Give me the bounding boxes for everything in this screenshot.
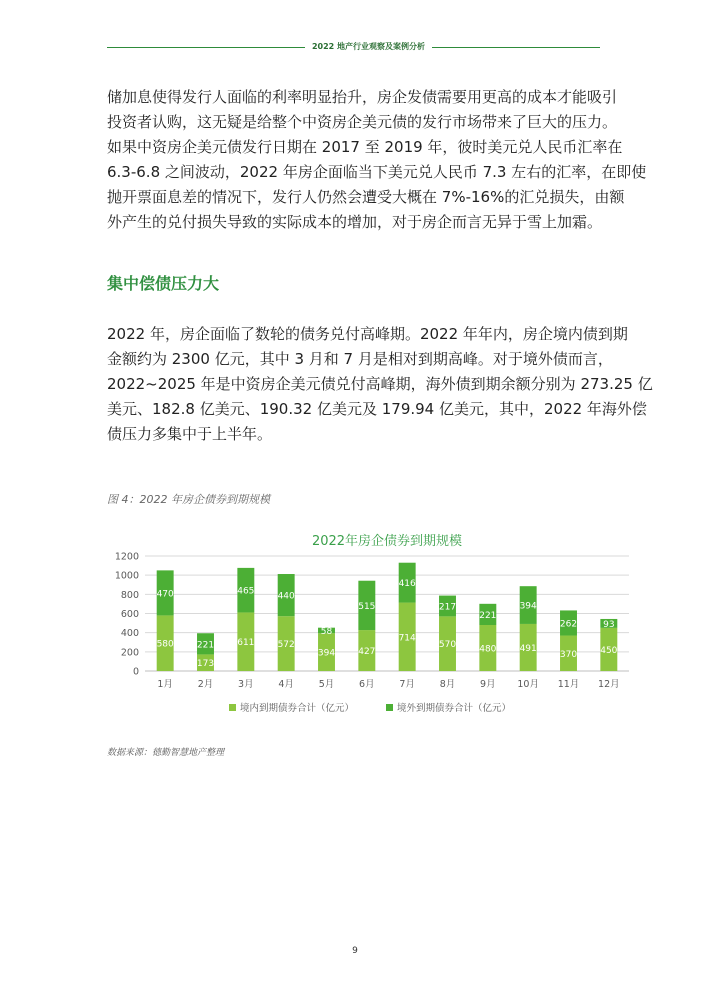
paragraph-line: 如果中资房企美元债发行日期在 2017 至 2019 年，彼时美元兑人民币汇率在: [107, 138, 623, 156]
x-tick-label: 5月: [318, 679, 335, 690]
data-label: 714: [398, 633, 416, 644]
chart-title: 2022年房企债券到期规模: [311, 534, 463, 549]
legend-label: 境外到期债券合计（亿元）: [397, 703, 512, 714]
legend-swatch: [386, 704, 393, 711]
y-tick-label: 800: [120, 589, 139, 601]
data-label: 570: [438, 640, 457, 651]
data-label: 173: [196, 659, 215, 670]
data-label: 572: [277, 640, 295, 651]
source-note: 数据来源：德勤智慧地产整理: [107, 748, 225, 758]
data-label: 217: [438, 602, 457, 613]
bond-maturity-chart: [107, 525, 637, 725]
data-label: 470: [156, 589, 174, 600]
data-label: 370: [559, 649, 578, 660]
data-label: 480: [479, 644, 497, 655]
x-tick-label: 12月: [598, 679, 620, 690]
legend-label: 境内到期债券合计（亿元）: [240, 703, 355, 714]
data-label: 394: [519, 601, 537, 612]
y-tick-label: 400: [120, 628, 139, 640]
paragraph-line: 外产生的兑付损失导致的实际成本的增加，对于房企而言无异于雪上加霜。: [107, 213, 603, 231]
data-label: 221: [196, 640, 215, 651]
data-label: 440: [277, 591, 295, 602]
body-paragraph-2: [107, 322, 653, 447]
data-label: 221: [479, 610, 497, 621]
data-label: 427: [358, 647, 376, 658]
paragraph-line: 2022~2025 年是中资房企美元债兑付高峰期，海外债到期余额分别为 273.25 亿: [107, 375, 653, 393]
header-rule-left: [107, 47, 305, 48]
section-heading: 集中偿债压力大: [107, 274, 220, 293]
x-tick-label: 7月: [399, 679, 415, 690]
body-paragraph-1: [107, 85, 647, 235]
x-tick-label: 4月: [278, 679, 294, 690]
data-label: 611: [237, 638, 255, 649]
figure-caption: 图 4：2022 年房企债券到期规模: [107, 493, 270, 506]
data-label: 58: [320, 626, 333, 637]
x-tick-label: 9月: [480, 679, 496, 690]
y-tick-label: 1000: [114, 570, 139, 582]
paragraph-line: 美元、182.8 亿美元、190.32 亿美元及 179.94 亿美元，其中，2022 年海外偿: [107, 400, 647, 418]
page-number: 9: [352, 946, 358, 956]
paragraph-line: 6.3-6.8 之间波动，2022 年房企面临当下美元兑人民币 7.3 左右的汇率，在即使: [107, 163, 647, 181]
header-rule-right: [432, 47, 600, 48]
paragraph-line: 抛开票面息差的情况下，发行人仍然会遭受大概在 7%-16%的汇兑损失，由额: [107, 188, 625, 206]
y-tick-label: 200: [120, 647, 139, 659]
paragraph-line: 金额约为 2300 亿元，其中 3 月和 7 月是相对到期高峰。对于境外债而言，: [107, 350, 613, 368]
data-label: 580: [156, 639, 174, 650]
x-tick-label: 11月: [557, 679, 580, 690]
x-tick-label: 8月: [439, 679, 456, 690]
y-tick-label: 0: [132, 666, 139, 678]
y-tick-label: 1200: [114, 551, 139, 563]
paragraph-line: 储加息使得发行人面临的利率明显抬升，房企发债需要用更高的成本才能吸引: [107, 88, 618, 106]
x-tick-label: 10月: [517, 679, 539, 690]
data-label: 515: [358, 601, 376, 612]
paragraph-line: 投资者认购，这无疑是给整个中资房企美元债的发行市场带来了巨大的压力。: [107, 113, 618, 131]
x-tick-label: 2月: [197, 679, 214, 690]
x-tick-label: 1月: [157, 679, 173, 690]
legend-swatch: [229, 704, 236, 711]
data-label: 93: [603, 619, 615, 630]
paragraph-line: 2022 年，房企面临了数轮的债务兑付高峰期。2022 年年内，房企境内债到期: [107, 325, 628, 343]
data-label: 450: [600, 645, 618, 656]
x-tick-label: 3月: [238, 679, 254, 690]
header-title: 2022 地产行业观察及案例分析: [311, 42, 426, 51]
x-tick-label: 6月: [359, 679, 375, 690]
y-tick-label: 600: [120, 609, 139, 620]
data-label: 394: [317, 648, 336, 659]
paragraph-line: 债压力多集中于上半年。: [107, 425, 273, 443]
data-label: 416: [398, 579, 416, 590]
data-label: 465: [237, 586, 255, 597]
data-label: 491: [519, 643, 537, 654]
data-label: 262: [559, 619, 578, 630]
